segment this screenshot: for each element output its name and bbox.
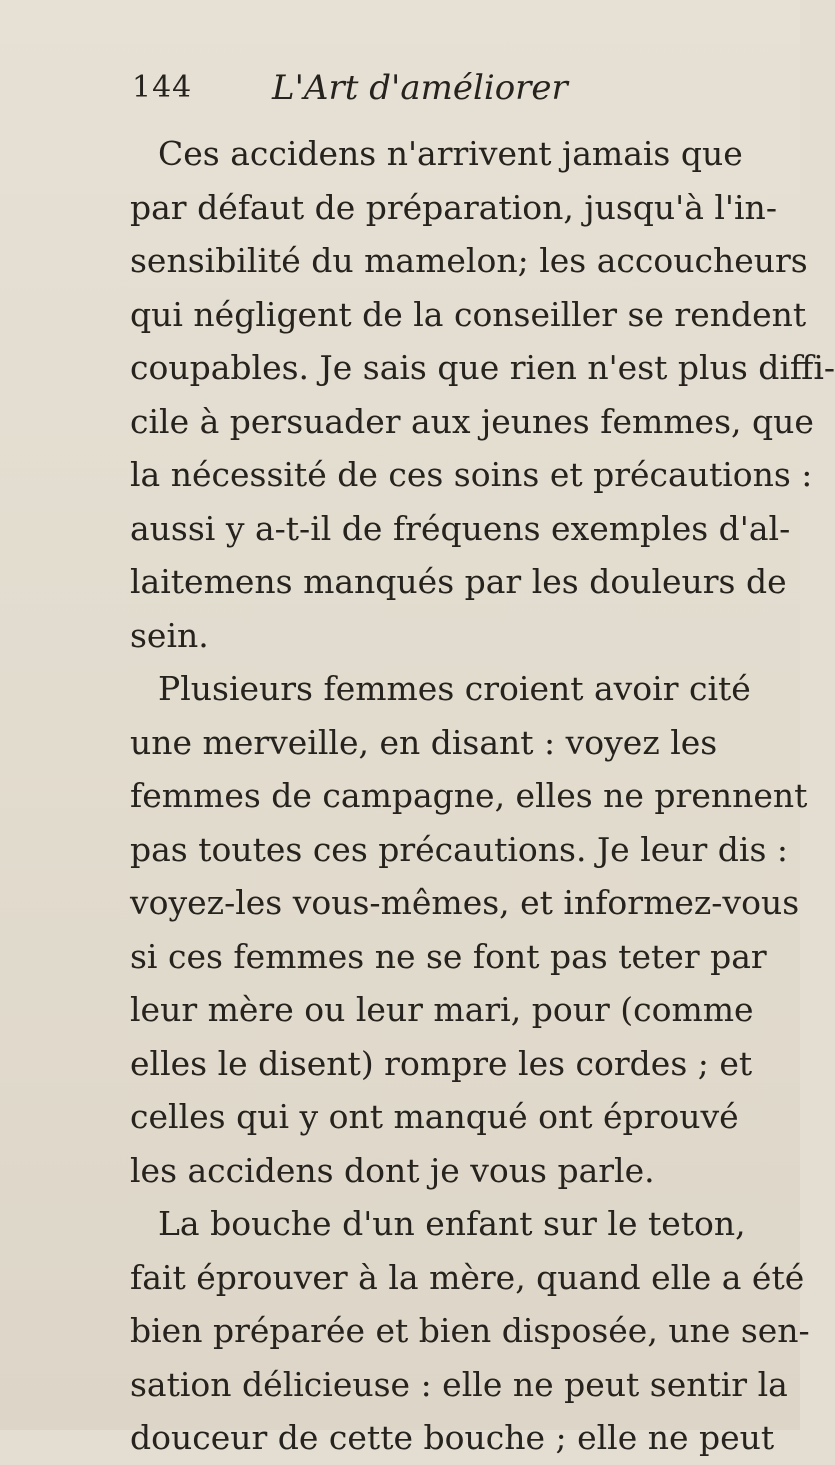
text-line: pas toutes ces précautions. Je leur dis : xyxy=(130,829,789,869)
text-line: fait éprouver à la mère, quand elle a été xyxy=(130,1257,805,1297)
text-line: voyez-les vous-mêmes, et informez-vous xyxy=(130,883,800,922)
text-line: sein. xyxy=(130,615,209,655)
text-line: qui négligent de la conseiller se rendent xyxy=(130,294,807,334)
page-header xyxy=(132,66,692,122)
text-line: laitemens manqués par les douleurs de xyxy=(130,562,787,601)
text-line: La bouche d'un enfant sur le teton, xyxy=(158,1204,746,1243)
text-line: si ces femmes ne se font pas teter par xyxy=(130,936,767,976)
text-line: Ces accidens n'arrivent jamais que xyxy=(158,134,743,173)
text-line: celles qui y ont manqué ont éprouvé xyxy=(130,1097,739,1136)
text-line: la nécessité de ces soins et précautions : xyxy=(130,455,813,494)
text-line: aussi y a-t-il de fréquens exemples d'al- xyxy=(130,508,791,548)
text-line: femmes de campagne, elles ne prennent xyxy=(130,776,808,815)
text-line: coupables. Je sais que rien n'est plus diffi- xyxy=(130,348,835,387)
text-line: cile à persuader aux jeunes femmes, que xyxy=(130,401,814,441)
text-line: les accidens dont je vous parle. xyxy=(130,1150,655,1190)
text-line: bien préparée et bien disposée, une sen- xyxy=(130,1311,810,1350)
text-line: sensibilité du mamelon; les accoucheurs xyxy=(130,241,808,280)
text-line: douceur de cette bouche ; elle ne peut xyxy=(130,1418,775,1457)
text-line: leur mère ou leur mari, pour (comme xyxy=(130,990,754,1029)
text-line: sation délicieuse : elle ne peut sentir la xyxy=(130,1364,788,1404)
text-line: Plusieurs femmes croient avoir cité xyxy=(158,669,751,708)
text-line: par défaut de préparation, jusqu'à l'in- xyxy=(130,187,777,227)
text-line: elles le disent) rompre les cordes ; et xyxy=(130,1043,753,1083)
body-text xyxy=(130,127,835,1465)
page-number: 144 xyxy=(132,70,193,105)
running-title: L'Art d'améliorer xyxy=(272,68,568,108)
text-line: une merveille, en disant : voyez les xyxy=(130,722,718,762)
